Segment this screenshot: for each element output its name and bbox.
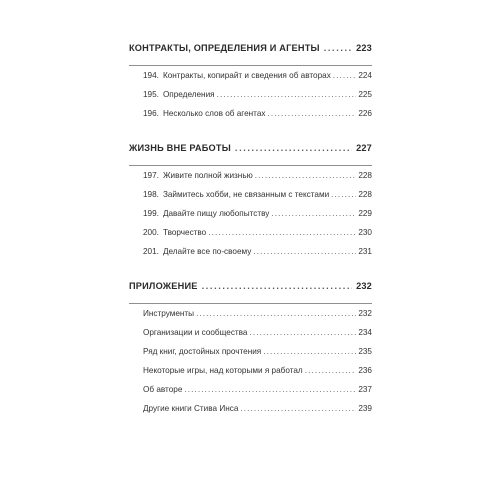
- toc-heading[interactable]: [129, 143, 372, 161]
- toc-entry-page: 237: [358, 385, 372, 395]
- toc-entry-title: Займитесь хобби, не связанным с текстами: [162, 189, 330, 199]
- dot-leader: [271, 209, 356, 218]
- toc-entry[interactable]: [129, 404, 372, 423]
- toc-entry-title: Творчество: [162, 228, 207, 238]
- dot-leader: [208, 228, 356, 237]
- toc-entry-title: Ряд книг, достойных прочтения: [143, 346, 262, 356]
- table-of-contents: [129, 43, 372, 424]
- toc-entry-page: 230: [358, 228, 372, 238]
- dot-leader: [331, 190, 356, 199]
- toc-entry-title: Давайте пищу любопытству: [162, 208, 270, 218]
- toc-entry-title: Несколько слов об агентах: [162, 109, 266, 119]
- toc-entry-page: 228: [358, 189, 372, 199]
- toc-entry-page: 225: [358, 90, 372, 100]
- toc-entry-page: 236: [358, 366, 372, 376]
- toc-section-appendix: [129, 281, 372, 424]
- toc-entry[interactable]: [129, 366, 372, 385]
- dot-leader: [184, 385, 356, 394]
- toc-entry-title: Об авторе: [143, 385, 183, 395]
- toc-heading-page: 227: [356, 142, 372, 153]
- toc-entry-page: 239: [358, 404, 372, 414]
- toc-entry-number: 194.: [143, 71, 159, 80]
- section-divider: [129, 165, 372, 166]
- toc-heading[interactable]: [129, 43, 372, 61]
- toc-entry-page: 228: [358, 170, 372, 180]
- toc-entry-page: 226: [358, 109, 372, 119]
- dot-leader: [196, 309, 356, 318]
- toc-entry-title: Организации и сообщества: [143, 327, 248, 337]
- toc-entry-page: 235: [358, 346, 372, 356]
- toc-entry[interactable]: [129, 247, 372, 266]
- toc-section-life: [129, 143, 372, 267]
- toc-entry-page: 232: [358, 308, 372, 318]
- dot-leader: [253, 247, 356, 256]
- dot-leader: [249, 328, 356, 337]
- dot-leader: [202, 281, 352, 291]
- toc-entry[interactable]: [129, 228, 372, 247]
- toc-entry[interactable]: [129, 190, 372, 209]
- dot-leader: [324, 43, 352, 53]
- toc-entry-title: Определения: [162, 90, 215, 100]
- toc-entry[interactable]: [129, 328, 372, 347]
- toc-section-contracts: [129, 43, 372, 129]
- toc-entry[interactable]: [129, 347, 372, 366]
- dot-leader: [255, 171, 357, 180]
- toc-entry-page: 229: [358, 208, 372, 218]
- toc-entry-number: 201.: [143, 247, 159, 257]
- toc-entry[interactable]: [129, 209, 372, 228]
- toc-heading-page: 223: [356, 43, 372, 53]
- toc-entry-number: 200.: [143, 228, 159, 238]
- toc-heading-title: ЖИЗНЬ ВНЕ РАБОТЫ: [129, 142, 231, 153]
- toc-entry[interactable]: [129, 309, 372, 328]
- toc-heading-page: 232: [356, 280, 372, 291]
- toc-entry-title: Контракты, копирайт и сведения об авторах: [162, 71, 331, 80]
- dot-leader: [263, 347, 356, 356]
- dot-leader: [240, 404, 356, 413]
- toc-heading-title: КОНТРАКТЫ, ОПРЕДЕЛЕНИЯ И АГЕНТЫ: [129, 43, 320, 53]
- section-divider: [129, 65, 372, 66]
- toc-entry-title: Делайте все по-своему: [162, 247, 252, 257]
- dot-leader: [217, 90, 357, 99]
- toc-entry-title: Живите полной жизнью: [162, 170, 253, 180]
- toc-entry-page: 224: [358, 71, 372, 80]
- toc-entry-number: 196.: [143, 109, 159, 119]
- dot-leader: [268, 109, 357, 118]
- toc-entry-number: 195.: [143, 90, 159, 100]
- toc-heading[interactable]: [129, 281, 372, 299]
- toc-entry-number: 197.: [143, 170, 159, 180]
- toc-entry-title: Некоторые игры, над которыми я работал: [143, 366, 303, 376]
- dot-leader: [305, 366, 357, 375]
- section-divider: [129, 303, 372, 304]
- toc-entry-number: 199.: [143, 208, 159, 218]
- toc-entry-number: 198.: [143, 189, 159, 199]
- toc-entry[interactable]: [129, 171, 372, 190]
- toc-entry-title: Инструменты: [143, 308, 195, 318]
- dot-leader: [333, 71, 357, 80]
- toc-entry-page: 234: [358, 327, 372, 337]
- dot-leader: [235, 143, 352, 153]
- toc-heading-title: ПРИЛОЖЕНИЕ: [129, 280, 198, 291]
- toc-entry-page: 231: [358, 247, 372, 257]
- toc-entry[interactable]: [129, 90, 372, 109]
- toc-entry[interactable]: [129, 109, 372, 128]
- toc-entry[interactable]: [129, 385, 372, 404]
- toc-entry[interactable]: [129, 71, 372, 90]
- toc-entry-title: Другие книги Стива Инса: [143, 404, 239, 414]
